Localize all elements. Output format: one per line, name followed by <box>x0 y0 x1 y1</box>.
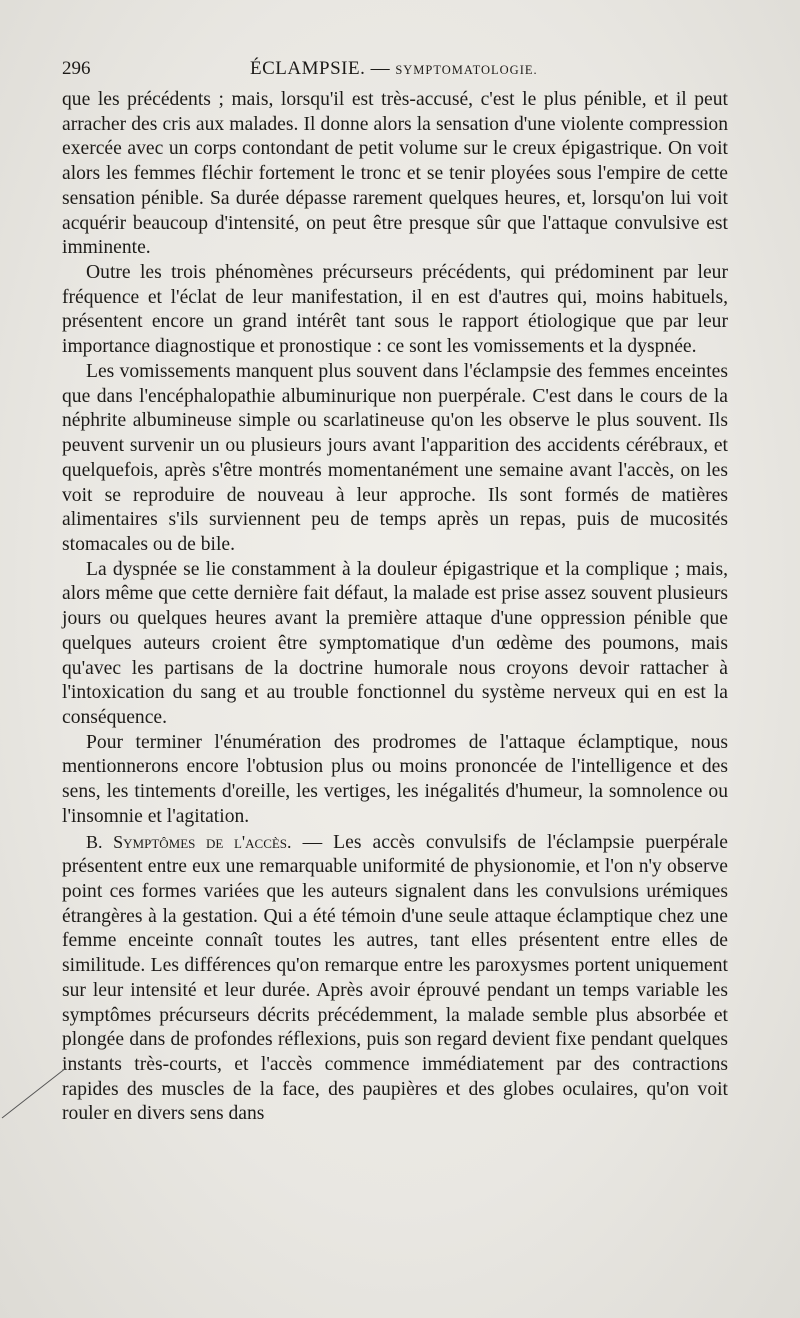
paragraph-6-text: — Les accès convulsifs de l'éclampsie puerpérale présentent entre eux une remarquable uniformité de physionomie, et l'on n'y observe point ces formes variées que les auteurs signalent dans les convulsions urémiques étrangères à la gestation. Qui a été témoin d'une seule attaque éclamptique chez une femme enceinte connaît toutes les autres, tant elles présentent entre elles de similitude. Les différences qu'on remarque entre les paroxysmes portent uniquement sur leur intensité et leur durée. Après avoir éprouvé pendant un temps variable les symptômes précurseurs décrits précédemment, la malade semble plus absorbée et plongée dans de profondes réflexions, puis son regard devient fixe pendant quelques instants très-courts, et l'accès commence immédiatement par des contractions rapides des muscles de la face, des paupières et des globes oculaires, qu'on voit rouler en divers sens dans <box>62 831 729 1125</box>
header-subtitle: SYMPTOMATOLOGIE. <box>395 63 538 77</box>
body-text <box>62 88 728 1127</box>
paragraph-4: La dyspnée se lie constamment à la douleur épigastrique et la complique ; mais, alors même que cette dernière fait défaut, la malade est prise assez souvent plusieurs jours ou quelques heures avant la première attaque d'une oppression pénible que quelques auteurs croient être symptomatique d'un œdème des poumons, mais qu'avec les partisans de la doctrine humorale nous croyons devoir rattacher à l'intoxication du sang et au trouble fonctionnel du système nerveux qui en est la conséquence. <box>62 558 728 728</box>
header-title <box>250 58 538 80</box>
paragraph-6 <box>62 830 728 1128</box>
paragraph-3: Les vomissements manquent plus souvent dans l'éclampsie des femmes enceintes que dans l'encéphalopathie albuminurique non puerpérale. C'est dans le cours de la néphrite albumineuse simple ou scarlatineuse qu'on les observe le plus souvent. Ils peuvent survenir un ou plusieurs jours avant l'apparition des accidents cérébraux, et quelquefois, après s'être montrés momentanément une semaine avant l'accès, on les voit se reproduire de nouveau à leur approche. Ils sont formés de matières alimentaires s'ils surviennent peu de temps après un repas, puis de mucosités stomacales ou de bile. <box>62 360 728 555</box>
section-heading: B. Symptômes de l'accès. <box>86 831 292 852</box>
paragraph-5: Pour terminer l'énumération des prodromes de l'attaque éclamptique, nous mentionnerons encore l'obtusion plus ou moins prononcée de l'intelligence et des sens, les tintements d'oreille, les vertiges, les inégalités d'humeur, la somnolence ou l'insomnie et l'agitation. <box>62 731 728 827</box>
paragraph-2: Outre les trois phénomènes précurseurs précédents, qui prédominent par leur fréquence et l'éclat de leur manifestation, il en est d'autres qui, moins habituels, présentent encore un grand intérêt tant sous le rapport étiologique que par leur importance diagnostique et pronostique : ce sont les vomissements et la dyspnée. <box>62 262 728 358</box>
page-number: 296 <box>62 58 91 79</box>
header-title-main: ÉCLAMPSIE. — <box>250 58 391 79</box>
margin-pencil-mark <box>0 1060 80 1130</box>
paragraph-1: que les précédents ; mais, lorsqu'il est très-accusé, c'est le plus pénible, et il peut arracher des cris aux malades. Il donne alors la sensation d'une violente compression exercée avec un corps contondant de petit volume sur le creux épigastrique. On voit alors les femmes fléchir fortement le tronc et se tenir ployées sous l'empire de cette sensation pénible. Sa durée dépasse rarement quelques heures, et, lorsqu'on lui voit acquérir beaucoup d'intensité, on peut être presque sûr que l'attaque convulsive est imminente. <box>62 89 728 259</box>
running-header <box>62 58 738 82</box>
